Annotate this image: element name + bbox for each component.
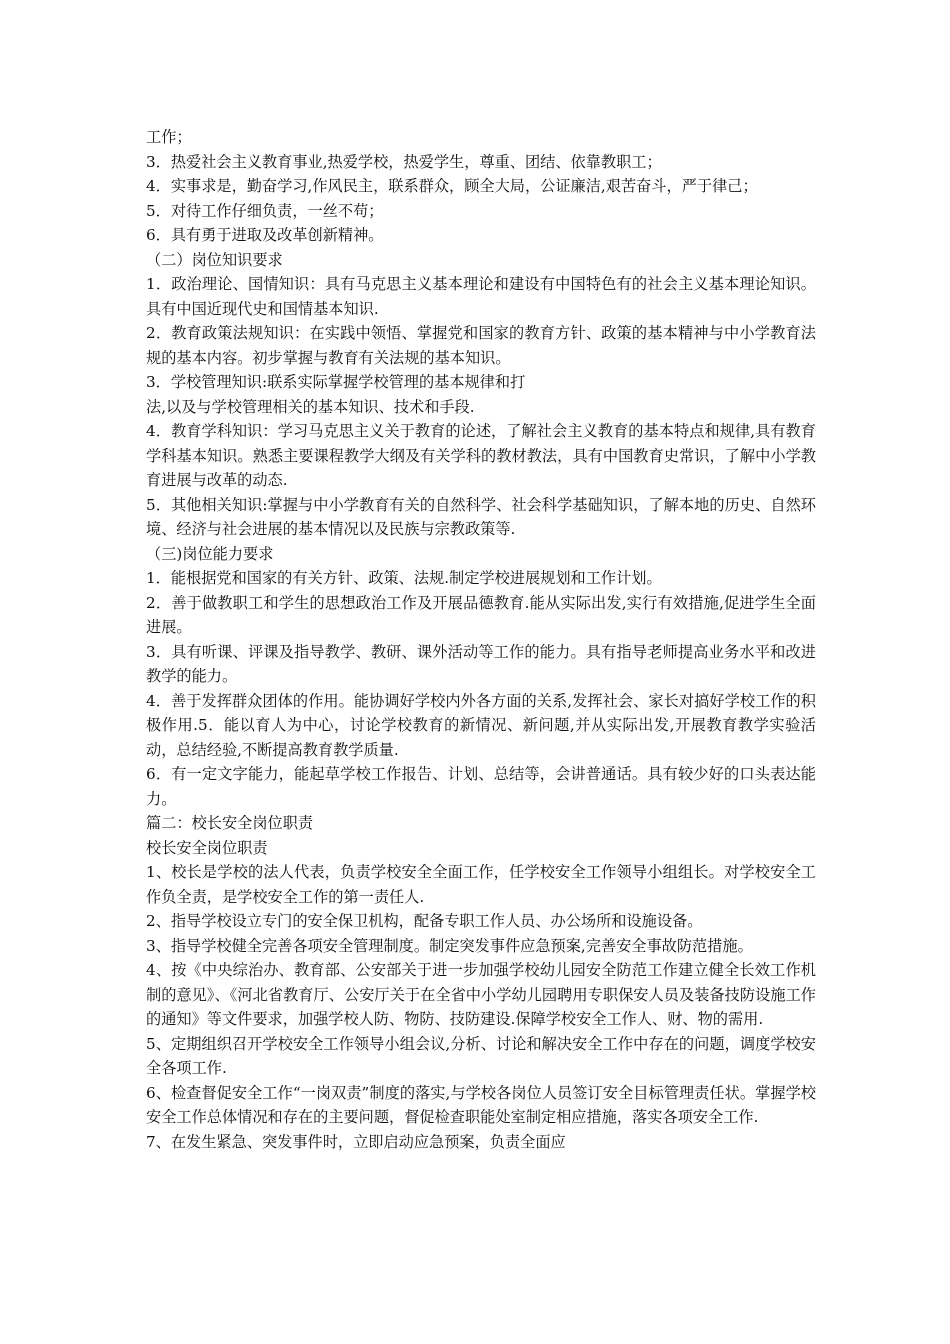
- text-line: 3．热爱社会主义教育事业,热爱学校，热爱学生，尊重、团结、依靠教职工；: [146, 152, 662, 171]
- text-line: 3．具有听课、评课及指导教学、教研、课外活动等工作的能力。具有指导老师提高业务水平和改进教学的能力。: [146, 642, 816, 685]
- text-line: 5．对待工作仔细负责，一丝不苟；: [146, 201, 384, 220]
- text-line: 7、在发生紧急、突发事件时，立即启动应急预案，负责全面应: [146, 1132, 566, 1151]
- text-line: 2、指导学校设立专门的安全保卫机构，配备专职工作人员、办公场所和设施设备。: [146, 912, 703, 930]
- text-line: 6、检查督促安全工作“一岗双责”制度的落实,与学校各岗位人员签订安全目标管理责任状。掌握学校安全工作总体情况和存在的主要问题，督促检查职能处室制定相应措施，落实各项安全工作.: [146, 1083, 816, 1126]
- text-line: 1、校长是学校的法人代表，负责学校安全全面工作，任学校安全工作领导小组组长。对学校安全工作负全责，是学校安全工作的第一责任人.: [146, 863, 816, 906]
- text-line: 4．实事求是，勤奋学习,作风民主，联系群众，顾全大局，公证廉洁,艰苦奋斗，严于律己；: [146, 177, 758, 195]
- text-line: 工作；: [146, 128, 192, 146]
- text-line: 4．教育学科知识：学习马克思主义关于教育的论述，了解社会主义教育的基本特点和规律,具有教育学科基本知识。熟悉主要课程教学大纲及有关学科的教材教法，具有中国教育史常识，了解中小学教育进展与改革的动态.: [146, 422, 816, 489]
- text-line: 6．具有勇于进取及改革创新精神。: [146, 226, 384, 244]
- section-heading: （二）岗位知识要求: [146, 250, 283, 269]
- text-line: 3、指导学校健全完善各项安全管理制度。制定突发事件应急预案,完善安全事故防范措施。: [146, 936, 753, 955]
- text-line: 法,以及与学校管理相关的基本知识、技术和手段.: [146, 397, 475, 416]
- text-line: 3．学校管理知识:联系实际掌握学校管理的基本规律和打: [146, 373, 526, 391]
- text-line: 1．政治理论、国情知识：具有马克思主义基本理论和建设有中国特色有的社会主义基本理论知识。具有中国近现代史和国情基本知识.: [146, 275, 816, 318]
- section-heading: （三)岗位能力要求: [146, 544, 274, 563]
- text-line: 5、定期组织召开学校安全工作领导小组会议,分析、讨论和解决安全工作中存在的问题，调度学校安全各项工作.: [146, 1034, 816, 1077]
- text-line: 2．善于做教职工和学生的思想政治工作及开展品德教育.能从实际出发,实行有效措施,促进学生全面进展。: [146, 593, 816, 636]
- document-page: [146, 125, 816, 1154]
- text-line: 4．善于发挥群众团体的作用。能协调好学校内外各方面的关系,发挥社会、家长对搞好学校工作的积极作用.5．能以育人为中心，讨论学校教育的新情况、新问题,并从实际出发,开展教育教学实验活动，总结经验,不断提高教育教学质量.: [146, 691, 816, 759]
- text-line: 6．有一定文字能力，能起草学校工作报告、计划、总结等，会讲普通话。具有较少好的口头表达能力。: [146, 765, 816, 808]
- section-heading: 校长安全岗位职责: [146, 838, 268, 857]
- text-line: 4、按《中央综治办、教育部、公安部关于进一步加强学校幼儿园安全防范工作建立健全长效工作机制的意见》、《河北省教育厅、公安厅关于在全省中小学幼儿园聘用专职保安人员及装备技防设施工作的通知》等文件要求，加强学校人防、物防、技防建设.保障学校安全工作人、财、物的需用.: [146, 961, 816, 1028]
- chapter-heading: 篇二：校长安全岗位职责: [146, 814, 314, 832]
- text-line: 2．教育政策法规知识：在实践中领悟、掌握党和国家的教育方针、政策的基本精神与中小学教育法规的基本内容。初步掌握与教育有关法规的基本知识。: [146, 324, 816, 367]
- text-line: 1．能根据党和国家的有关方针、政策、法规.制定学校进展规划和工作计划。: [146, 569, 662, 587]
- text-line: 5．其他相关知识:掌握与中小学教育有关的自然科学、社会科学基础知识，了解本地的历史、自然环境、经济与社会进展的基本情况以及民族与宗教政策等.: [146, 495, 816, 538]
